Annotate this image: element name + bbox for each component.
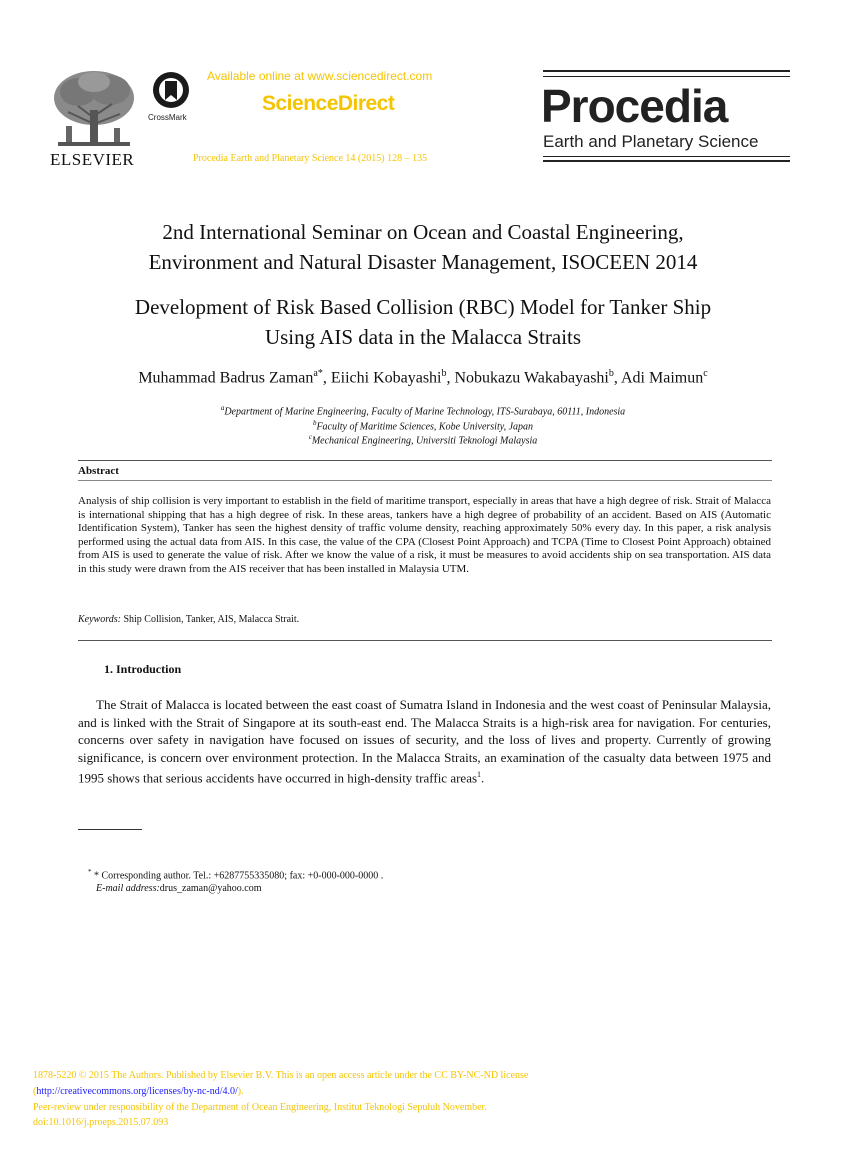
available-online-link[interactable]: Available online at www.sciencedirect.com [207,69,433,83]
abstract-heading-rule [78,480,772,481]
corresponding-author-note [88,868,383,881]
email-note [96,883,261,894]
masthead-rule-top [543,70,790,72]
introduction-text: The Strait of Malacca is located between the east coast of Sumatra Island in Indonesia and the west coast of Peninsular Malaysia, and is linked with the Strait of Singapore at its south-east end. The Malacca Straits is a high-risk area for navigation. For centuries, concerns over safety in navigation have focused on issues of security, and the loss of lives and property. Currently of growing significance, is concern over environment protection. In the Malacca Straits, an examination of the casualty data between 1975 and 1995 shows that serious accidents have occurred in high-density traffic areas [78,697,771,786]
author-name: Nobukazu Wakabayashi [454,369,609,387]
footnote-rule [78,829,142,830]
journal-reference: Procedia Earth and Planetary Science 14 (2015) 128 – 135 [193,153,428,164]
introduction-paragraph [78,696,771,787]
affiliation-marker: a [220,404,225,412]
footnote-marker: * [88,868,92,876]
masthead-rule-top-thin [543,76,790,77]
corresponding-author-text: * Corresponding author. Tel.: +6287755335080; fax: +0-000-000-0000 . [91,870,384,882]
email-label: E-mail address: [96,883,160,894]
peer-review-line: Peer-review under responsibility of the Department of Ocean Engineering, Institut Teknologi Sepuluh November. [33,1102,487,1113]
seminar-line-2: Environment and Natural Disaster Management, ISOCEEN 2014 [148,250,698,274]
keywords-label: Keywords: [78,614,121,625]
author-separator: , [613,369,621,387]
affiliation-text: Mechanical Engineering, Universiti Teknologi Malaysia [311,435,538,447]
abstract-heading: Abstract [78,465,119,477]
seminar-title [80,217,766,277]
abstract-top-rule [78,460,772,461]
crossmark-label: CrossMark [148,113,187,122]
license-line [33,1086,244,1097]
keywords [78,614,299,625]
elsevier-tree-logo [48,68,140,152]
author-separator: , [322,369,331,387]
citation-marker[interactable]: 1 [477,770,482,780]
email-address[interactable]: drus_zaman@yahoo.com [159,883,262,894]
author-list [60,368,786,387]
license-link[interactable]: http://creativecommons.org/licenses/by-nc-nd/4.0/ [36,1086,238,1097]
doi-line[interactable]: doi:10.1016/j.proeps.2015.07.093 [33,1117,169,1128]
affiliation [80,419,766,432]
publisher-name: ELSEVIER [50,150,135,169]
affiliation [80,433,766,446]
paper-title-line-1: Development of Risk Based Collision (RBC) Model for Tanker Ship [134,295,712,319]
affiliation-text: Faculty of Maritime Sciences, Kobe University, Japan [316,421,534,433]
keywords-text: Ship Collision, Tanker, AIS, Malacca Strait. [120,614,300,625]
abstract-text: Analysis of ship collision is very important to establish in the field of maritime transport, especially in areas that have a high degree of risk. Strait of Malacca is international shipping that has a high degree of risk. In these areas, tankers have a high degree of probability of an accident. Based on AIS (Automatic Identification System), Tanker has seen the highest density of traffic volume density, reaching approximately 50% every day. In this paper, a risk analysis performed using the actual data from AIS. In this case, the value of the CPA (Closest Point Approach) and TCPA (Time to Closest Point Approach) obtained from AIS is used to generate the value of risk. After we know the value of a risk, it must be measures to avoid accidents ship on sea transportation. AIS data in this study were drawn from the AIS receiver that has been installed in Malaysia UTM. [78,495,771,575]
masthead-rule-bottom [543,160,790,162]
paper-title-line-2: Using AIS data in the Malacca Straits [264,325,582,349]
section-heading-introduction: 1. Introduction [104,662,182,676]
copyright-line: 1878-5220 © 2015 The Authors. Published by Elsevier B.V. This is an open access article under the CC BY-NC-ND license [33,1070,529,1081]
author-name: Eiichi Kobayashi [330,369,442,387]
procedia-subtitle: Earth and Planetary Science [543,132,759,151]
affiliation-marker: b [312,419,317,427]
paper-title [80,292,766,352]
affiliation [80,404,766,417]
license-paren-close: ). [237,1086,244,1097]
author-name: Adi Maimun [621,369,704,387]
procedia-logo: Procedia [541,80,728,132]
license-paren-open: ( [33,1086,37,1097]
seminar-line-1: 2nd International Seminar on Ocean and Coastal Engineering, [162,220,684,244]
sciencedirect-logo[interactable]: ScienceDirect [262,92,395,115]
masthead-rule-bottom-thin [543,156,790,157]
affiliation-marker: c [308,433,312,441]
author-affil-marker: a* [313,368,323,379]
author-affil-marker: c [703,368,708,379]
introduction-end: . [481,770,485,786]
author-name: Muhammad Badrus Zaman [138,369,314,387]
author-separator: , [446,369,455,387]
affiliation-text: Department of Marine Engineering, Faculty of Marine Technology, ITS-Surabaya, 60111, Indonesia [224,406,626,418]
abstract-bottom-rule [78,640,772,641]
author-affil-marker: b [441,368,447,379]
author-affil-marker: b [608,368,614,379]
crossmark-icon[interactable] [151,70,191,110]
